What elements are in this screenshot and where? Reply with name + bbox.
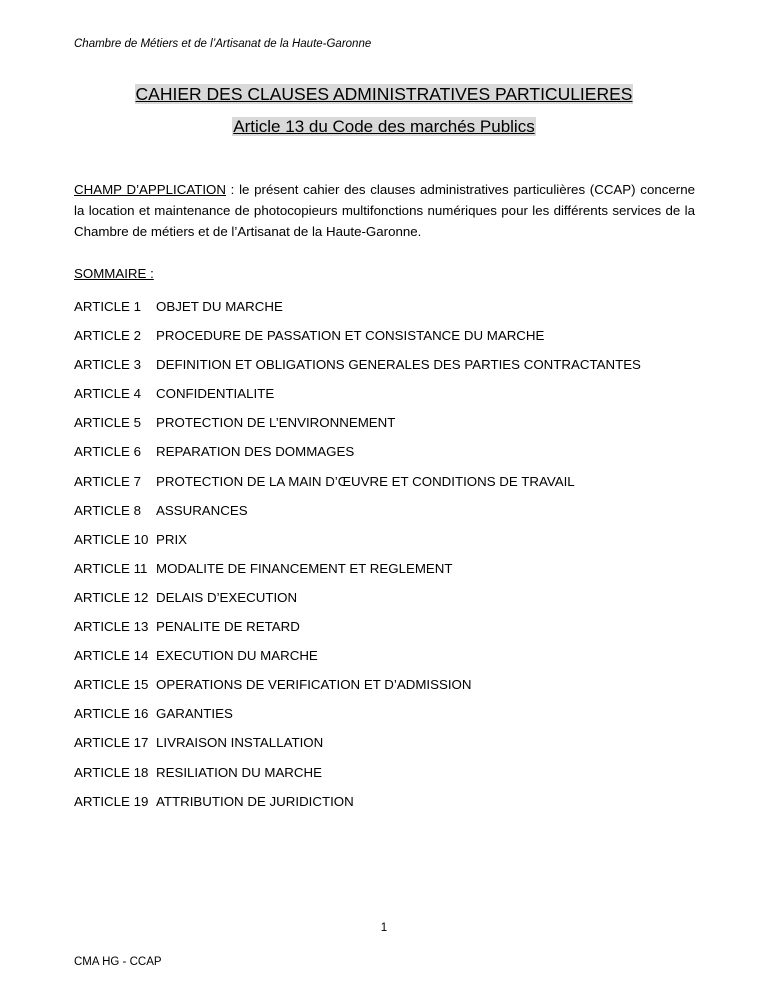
toc-article-number: ARTICLE 3 (74, 357, 142, 373)
toc-entry (74, 298, 714, 327)
toc-entry (74, 676, 714, 705)
toc-article-title: RESILIATION DU MARCHE (156, 764, 322, 780)
toc-article-number: ARTICLE 8 (74, 502, 142, 518)
page-number: 1 (380, 922, 388, 934)
toc-article-number: ARTICLE 6 (74, 444, 142, 460)
toc-article-title: GARANTIES (156, 706, 233, 722)
toc-entry (74, 793, 714, 822)
toc-article-number: ARTICLE 19 (74, 793, 149, 809)
toc-article-number: ARTICLE 16 (74, 706, 149, 722)
toc-article-title: PROTECTION DE LA MAIN D’ŒUVRE ET CONDITIONS DE TRAVAIL (156, 473, 575, 489)
toc-article-number: ARTICLE 10 (74, 531, 149, 547)
toc-article-number: ARTICLE 18 (74, 764, 149, 780)
toc-article-title: PROCEDURE DE PASSATION ET CONSISTANCE DU MARCHE (156, 328, 545, 344)
toc-article-title: ASSURANCES (156, 502, 248, 518)
document-title-block (0, 84, 768, 105)
toc-article-title: PROTECTION DE L’ENVIRONNEMENT (156, 415, 396, 431)
toc-article-title: DELAIS D’EXECUTION (156, 589, 298, 605)
toc-entry (74, 531, 714, 560)
toc-entry (74, 414, 714, 443)
toc-article-title: OBJET DU MARCHE (156, 299, 283, 314)
toc-article-number: ARTICLE 11 (74, 560, 148, 576)
toc-article-title: CONFIDENTIALITE (156, 386, 275, 402)
toc-entry (74, 618, 714, 647)
toc-article-title: EXECUTION DU MARCHE (156, 648, 318, 664)
table-of-contents (74, 298, 714, 822)
toc-article-title: PRIX (156, 531, 188, 547)
toc-entry (74, 327, 714, 356)
toc-article-number: ARTICLE 14 (74, 648, 149, 664)
toc-entry (74, 473, 714, 502)
document-subtitle: Article 13 du Code des marchés Publics (233, 117, 535, 136)
toc-entry (74, 734, 714, 763)
toc-entry (74, 385, 714, 414)
toc-entry (74, 764, 714, 793)
toc-article-number: ARTICLE 5 (74, 415, 142, 431)
toc-article-title: REPARATION DES DOMMAGES (156, 444, 355, 460)
toc-entry (74, 589, 714, 618)
toc-entry (74, 705, 714, 734)
toc-article-title: MODALITE DE FINANCEMENT ET REGLEMENT (156, 560, 453, 576)
toc-article-number: ARTICLE 13 (74, 619, 149, 635)
page-header: Chambre de Métiers et de l’Artisanat de la Haute-Garonne (74, 38, 372, 50)
toc-article-title: ATTRIBUTION DE JURIDICTION (156, 793, 354, 809)
document-subtitle-block (0, 117, 768, 137)
toc-article-number: ARTICLE 12 (74, 589, 149, 605)
toc-article-title: LIVRAISON INSTALLATION (156, 735, 324, 751)
toc-article-number: ARTICLE 7 (74, 473, 142, 489)
toc-entry (74, 356, 714, 385)
toc-article-title: PENALITE DE RETARD (156, 619, 300, 635)
toc-article-title: OPERATIONS DE VERIFICATION ET D’ADMISSION (156, 677, 472, 693)
sommaire-heading: SOMMAIRE : (74, 266, 154, 281)
toc-article-number: ARTICLE 4 (74, 386, 142, 402)
toc-entry (74, 647, 714, 676)
toc-entry (74, 443, 714, 472)
document-title: CAHIER DES CLAUSES ADMINISTRATIVES PARTICULIERES (135, 84, 633, 104)
toc-article-number: ARTICLE 2 (74, 328, 142, 344)
toc-article-number: ARTICLE 1 (74, 299, 142, 314)
champ-application-text: : le présent cahier des clauses administratives particulières (CCAP) concerne la location et maintenance de photocopieurs multifonctions numériques pour les différents services de la Chambre de métiers et de l’Artisanat de la Haute-Garonne. (74, 182, 695, 239)
champ-application-paragraph (74, 179, 695, 242)
toc-article-number: ARTICLE 17 (74, 735, 149, 751)
champ-application-label: CHAMP D’APPLICATION (74, 182, 226, 197)
toc-article-number: ARTICLE 15 (74, 677, 149, 693)
page-footer: CMA HG - CCAP (74, 956, 162, 968)
toc-entry (74, 560, 714, 589)
toc-article-title: DEFINITION ET OBLIGATIONS GENERALES DES PARTIES CONTRACTANTES (156, 357, 641, 373)
toc-entry (74, 502, 714, 531)
